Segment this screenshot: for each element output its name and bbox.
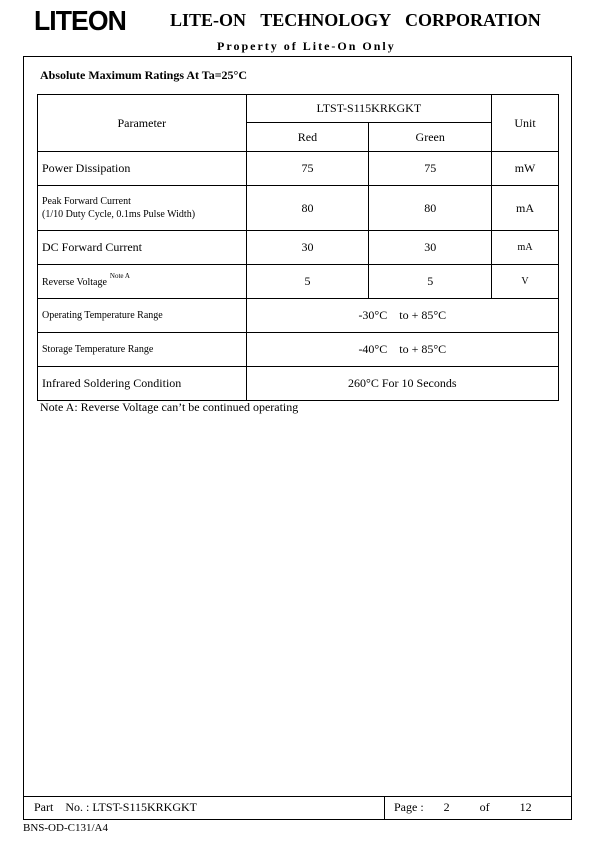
page-number: 2 xyxy=(443,800,450,814)
footer-divider-line xyxy=(23,796,572,797)
page-indicator xyxy=(394,800,532,815)
header-green: Green xyxy=(369,123,492,152)
row-parameter xyxy=(38,186,247,231)
row-parameter-main: Peak Forward Current xyxy=(42,196,131,207)
row-parameter: Power Dissipation xyxy=(38,152,247,186)
row-unit: mA xyxy=(492,231,559,265)
row-green-value: 80 xyxy=(369,186,492,231)
row-red-value: 30 xyxy=(246,231,369,265)
row-parameter: Operating Temperature Range xyxy=(38,299,247,333)
header-unit: Unit xyxy=(492,95,559,152)
row-unit: V xyxy=(492,265,559,299)
row-parameter: Storage Temperature Range xyxy=(38,333,247,367)
part-number: Part No. : LTST-S115KRKGKT xyxy=(34,800,198,814)
row-parameter: Infrared Soldering Condition xyxy=(38,367,247,401)
row-span-value: 260°C For 10 Seconds xyxy=(246,367,558,401)
property-notice: Property of Lite-On Only xyxy=(217,39,396,53)
table-row xyxy=(38,231,559,265)
page-label: Page : xyxy=(394,800,424,814)
row-parameter: DC Forward Current xyxy=(38,231,247,265)
table-row xyxy=(38,186,559,231)
row-parameter xyxy=(38,265,247,299)
header-red: Red xyxy=(246,123,369,152)
table-row xyxy=(38,152,559,186)
row-span-value: -40°C to + 85°C xyxy=(246,333,558,367)
row-green-value: 30 xyxy=(369,231,492,265)
table-row xyxy=(38,367,559,401)
absolute-max-ratings-table xyxy=(37,94,559,401)
row-parameter-sub: (1/10 Duty Cycle, 0.1ms Pulse Width) xyxy=(42,209,196,220)
section-title: Absolute Maximum Ratings At Ta=25°C xyxy=(40,68,247,82)
table-row xyxy=(38,299,559,333)
table-row xyxy=(38,265,559,299)
row-parameter-note-ref: Note A xyxy=(109,272,130,280)
row-span-value: -30°C to + 85°C xyxy=(246,299,558,333)
row-green-value: 5 xyxy=(369,265,492,299)
row-green-value: 75 xyxy=(369,152,492,186)
note-a: Note A: Reverse Voltage can’t be continued operating xyxy=(40,400,299,414)
header-parameter: Parameter xyxy=(38,95,247,152)
company-name: LITE-ON TECHNOLOGY CORPORATION xyxy=(170,10,541,30)
footer-column-divider xyxy=(384,796,385,820)
row-red-value: 80 xyxy=(246,186,369,231)
page-total: 12 xyxy=(519,800,532,814)
page-of-label: of xyxy=(479,800,490,814)
row-unit: mW xyxy=(492,152,559,186)
table-row xyxy=(38,333,559,367)
row-red-value: 75 xyxy=(246,152,369,186)
row-unit: mA xyxy=(492,186,559,231)
form-code: BNS-OD-C131/A4 xyxy=(23,822,108,834)
row-parameter-main: Reverse Voltage xyxy=(42,277,107,288)
row-red-value: 5 xyxy=(246,265,369,299)
header-part-number: LTST-S115KRKGKT xyxy=(246,95,492,123)
table-header-row xyxy=(38,95,559,123)
liteon-logo: LITEON xyxy=(34,5,126,36)
